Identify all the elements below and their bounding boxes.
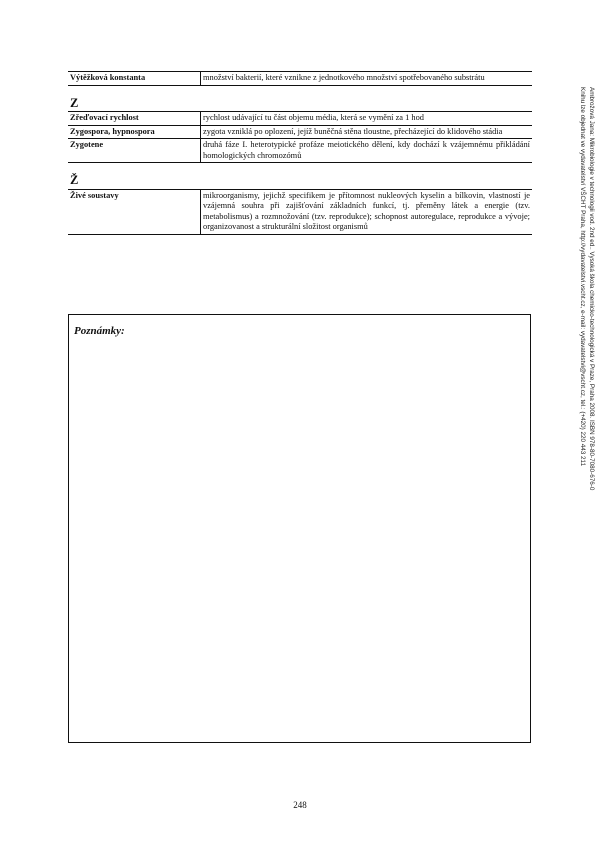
side-note-order-info: Knihu lze objednat ve vydavatelství VŠCHT Praha, http://vydavatelstvi.vscht.cz, e-mail: vydavatelstvi@vscht.cz, tel.: (+420) 220 443 211 — [579, 87, 586, 467]
glossary-row — [68, 189, 532, 234]
glossary-table — [68, 71, 532, 235]
glossary-definition: druhá fáze I. heterotypické profáze meiotického dělení, kdy dochází k vzájemnému přikládání homologických chromozómů — [201, 139, 533, 163]
section-letter: Ž — [68, 169, 532, 189]
glossary-definition: množství bakterií, které vznikne z jednotkového množství spotřebovaného substrátu — [201, 72, 533, 86]
glossary-row — [68, 125, 532, 139]
side-note-citation: Ambrožová Jana: Mikrobiologie v technologii vod. 2nd ed.. Vysoká škola chemicko-technologická v Praze, Praha 2008. ISBN 978-80-7080-676-0 — [588, 87, 595, 491]
glossary-definition: mikroorganismy, jejichž specifikem je přítomnost nukleových kyselin a bílkovin, vlastností je vzájemná souhra při zajišťování základních funkcí, tj. přeměny látek a energie (tzv. metabolismus) a rozmnožování (tzv. reprodukce); schopnost autoregulace, reprodukce a vývoje; organizovanost a strukturální složitost organismů — [201, 189, 533, 234]
glossary-definition: rychlost udávající tu část objemu média, která se vymění za 1 hod — [201, 112, 533, 126]
glossary-row — [68, 112, 532, 126]
glossary-row — [68, 72, 532, 86]
glossary-term: Zygotene — [68, 139, 201, 163]
notes-box — [68, 314, 531, 743]
glossary-term: Výtěžková konstanta — [68, 72, 201, 86]
section-letter: Z — [68, 92, 532, 112]
page-number: 248 — [293, 800, 307, 810]
section-letter-z — [68, 92, 532, 112]
notes-title: Poznámky: — [74, 325, 125, 337]
glossary-row — [68, 139, 532, 163]
glossary-term: Zřeďovací rychlost — [68, 112, 201, 126]
glossary-term: Živé soustavy — [68, 189, 201, 234]
glossary-definition: zygota vzniklá po oplození, jejíž buněčná stěna tloustne, přecházející do klidového stádia — [201, 125, 533, 139]
section-letter-zh — [68, 169, 532, 189]
glossary-term: Zygospora, hypnospora — [68, 125, 201, 139]
side-copyright-note — [566, 87, 596, 577]
